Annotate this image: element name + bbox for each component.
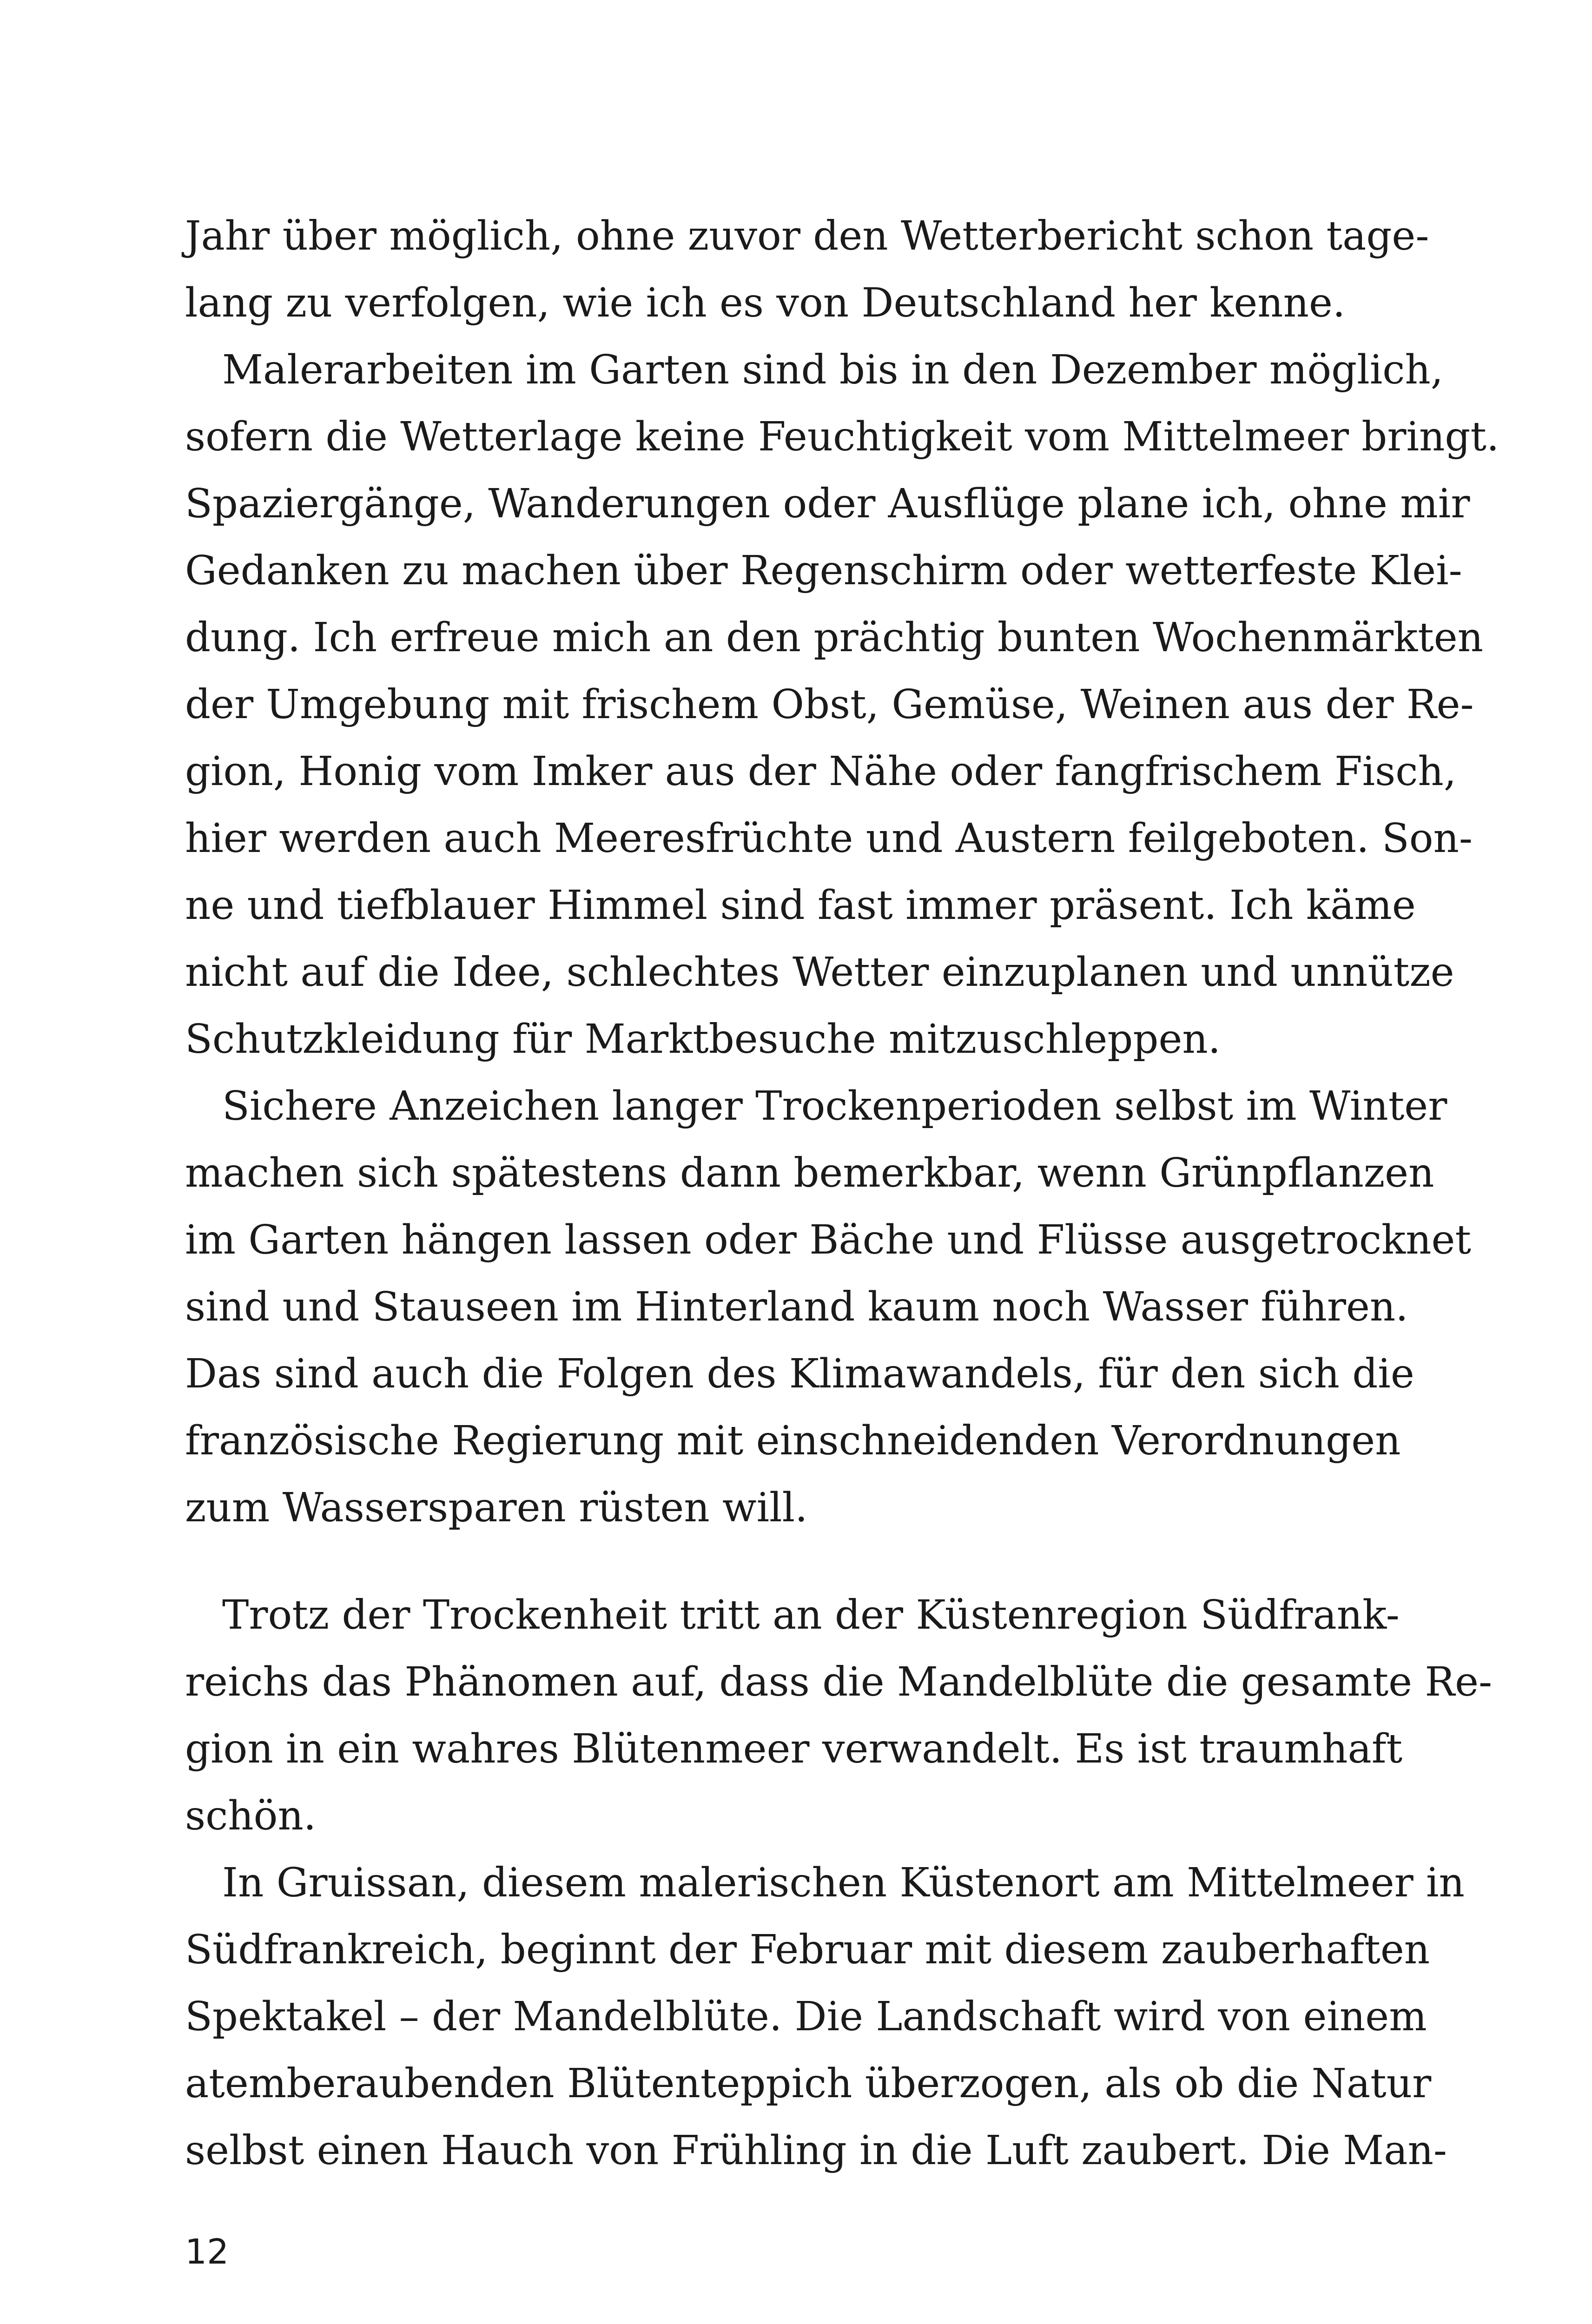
text-line: zum Wassersparen rüsten will. <box>185 1485 808 1531</box>
text-line: ne und tiefblauer Himmel sind fast immer präsent. Ich käme <box>185 882 1416 929</box>
text-line: schön. <box>185 1793 317 1839</box>
text-line: Südfrankreich, beginnt der Februar mit diesem zauberhaften <box>185 1927 1430 1973</box>
text-line: Das sind auch die Folgen des Klimawandels, für den sich die <box>185 1351 1414 1397</box>
text-line: dung. Ich erfreue mich an den prächtig bunten Wochenmärkten <box>185 614 1483 661</box>
text-line: französische Regierung mit einschneidenden Verordnungen <box>185 1418 1401 1464</box>
text-section-1 <box>185 203 1500 1541</box>
text-line: hier werden auch Meeresfrüchte und Austern feilgeboten. Son- <box>185 815 1473 862</box>
text-line: Jahr über möglich, ohne zuvor den Wetterbericht schon tage- <box>185 213 1429 259</box>
text-line: der Umgebung mit frischem Obst, Gemüse, Weinen aus der Re- <box>185 681 1474 728</box>
text-line: atemberaubenden Blütenteppich überzogen, als ob die Natur <box>185 2060 1432 2107</box>
text-line: Schutzkleidung für Marktbesuche mitzuschleppen. <box>185 1016 1221 1063</box>
text-line: Spaziergänge, Wanderungen oder Ausflüge plane ich, ohne mir <box>185 481 1470 527</box>
text-line: In Gruissan, diesem malerischen Küstenort am Mittelmeer in <box>222 1860 1465 1906</box>
text-line: Malerarbeiten im Garten sind bis in den Dezember möglich, <box>222 347 1444 393</box>
text-section-2 <box>185 1582 1493 2184</box>
text-line: im Garten hängen lassen oder Bäche und Flüsse ausgetrocknet <box>185 1217 1471 1263</box>
text-line: gion, Honig vom Imker aus der Nähe oder fangfrischem Fisch, <box>185 748 1457 795</box>
text-line: Spektakel – der Mandelblüte. Die Landschaft wird von einem <box>185 1994 1427 2040</box>
text-line: nicht auf die Idee, schlechtes Wetter einzuplanen und unnütze <box>185 949 1454 996</box>
text-line: gion in ein wahres Blütenmeer verwandelt. Es ist traumhaft <box>185 1726 1403 1772</box>
text-line: selbst einen Hauch von Frühling in die Luft zaubert. Die Man- <box>185 2127 1447 2174</box>
text-line: reichs das Phänomen auf, dass die Mandelblüte die gesamte Re- <box>185 1659 1493 1705</box>
text-line: lang zu verfolgen, wie ich es von Deutschland her kenne. <box>185 280 1346 326</box>
text-line: Sichere Anzeichen langer Trockenperioden selbst im Winter <box>222 1083 1447 1129</box>
page-number: 12 <box>185 2232 229 2272</box>
text-line: Trotz der Trockenheit tritt an der Küstenregion Südfrank- <box>222 1592 1400 1638</box>
text-line: Gedanken zu machen über Regenschirm oder wetterfeste Klei- <box>185 548 1462 594</box>
text-line: sofern die Wetterlage keine Feuchtigkeit vom Mittelmeer bringt. <box>185 414 1500 460</box>
text-line: sind und Stauseen im Hinterland kaum noch Wasser führen. <box>185 1284 1408 1330</box>
text-line: machen sich spätestens dann bemerkbar, wenn Grünpflanzen <box>185 1150 1434 1196</box>
